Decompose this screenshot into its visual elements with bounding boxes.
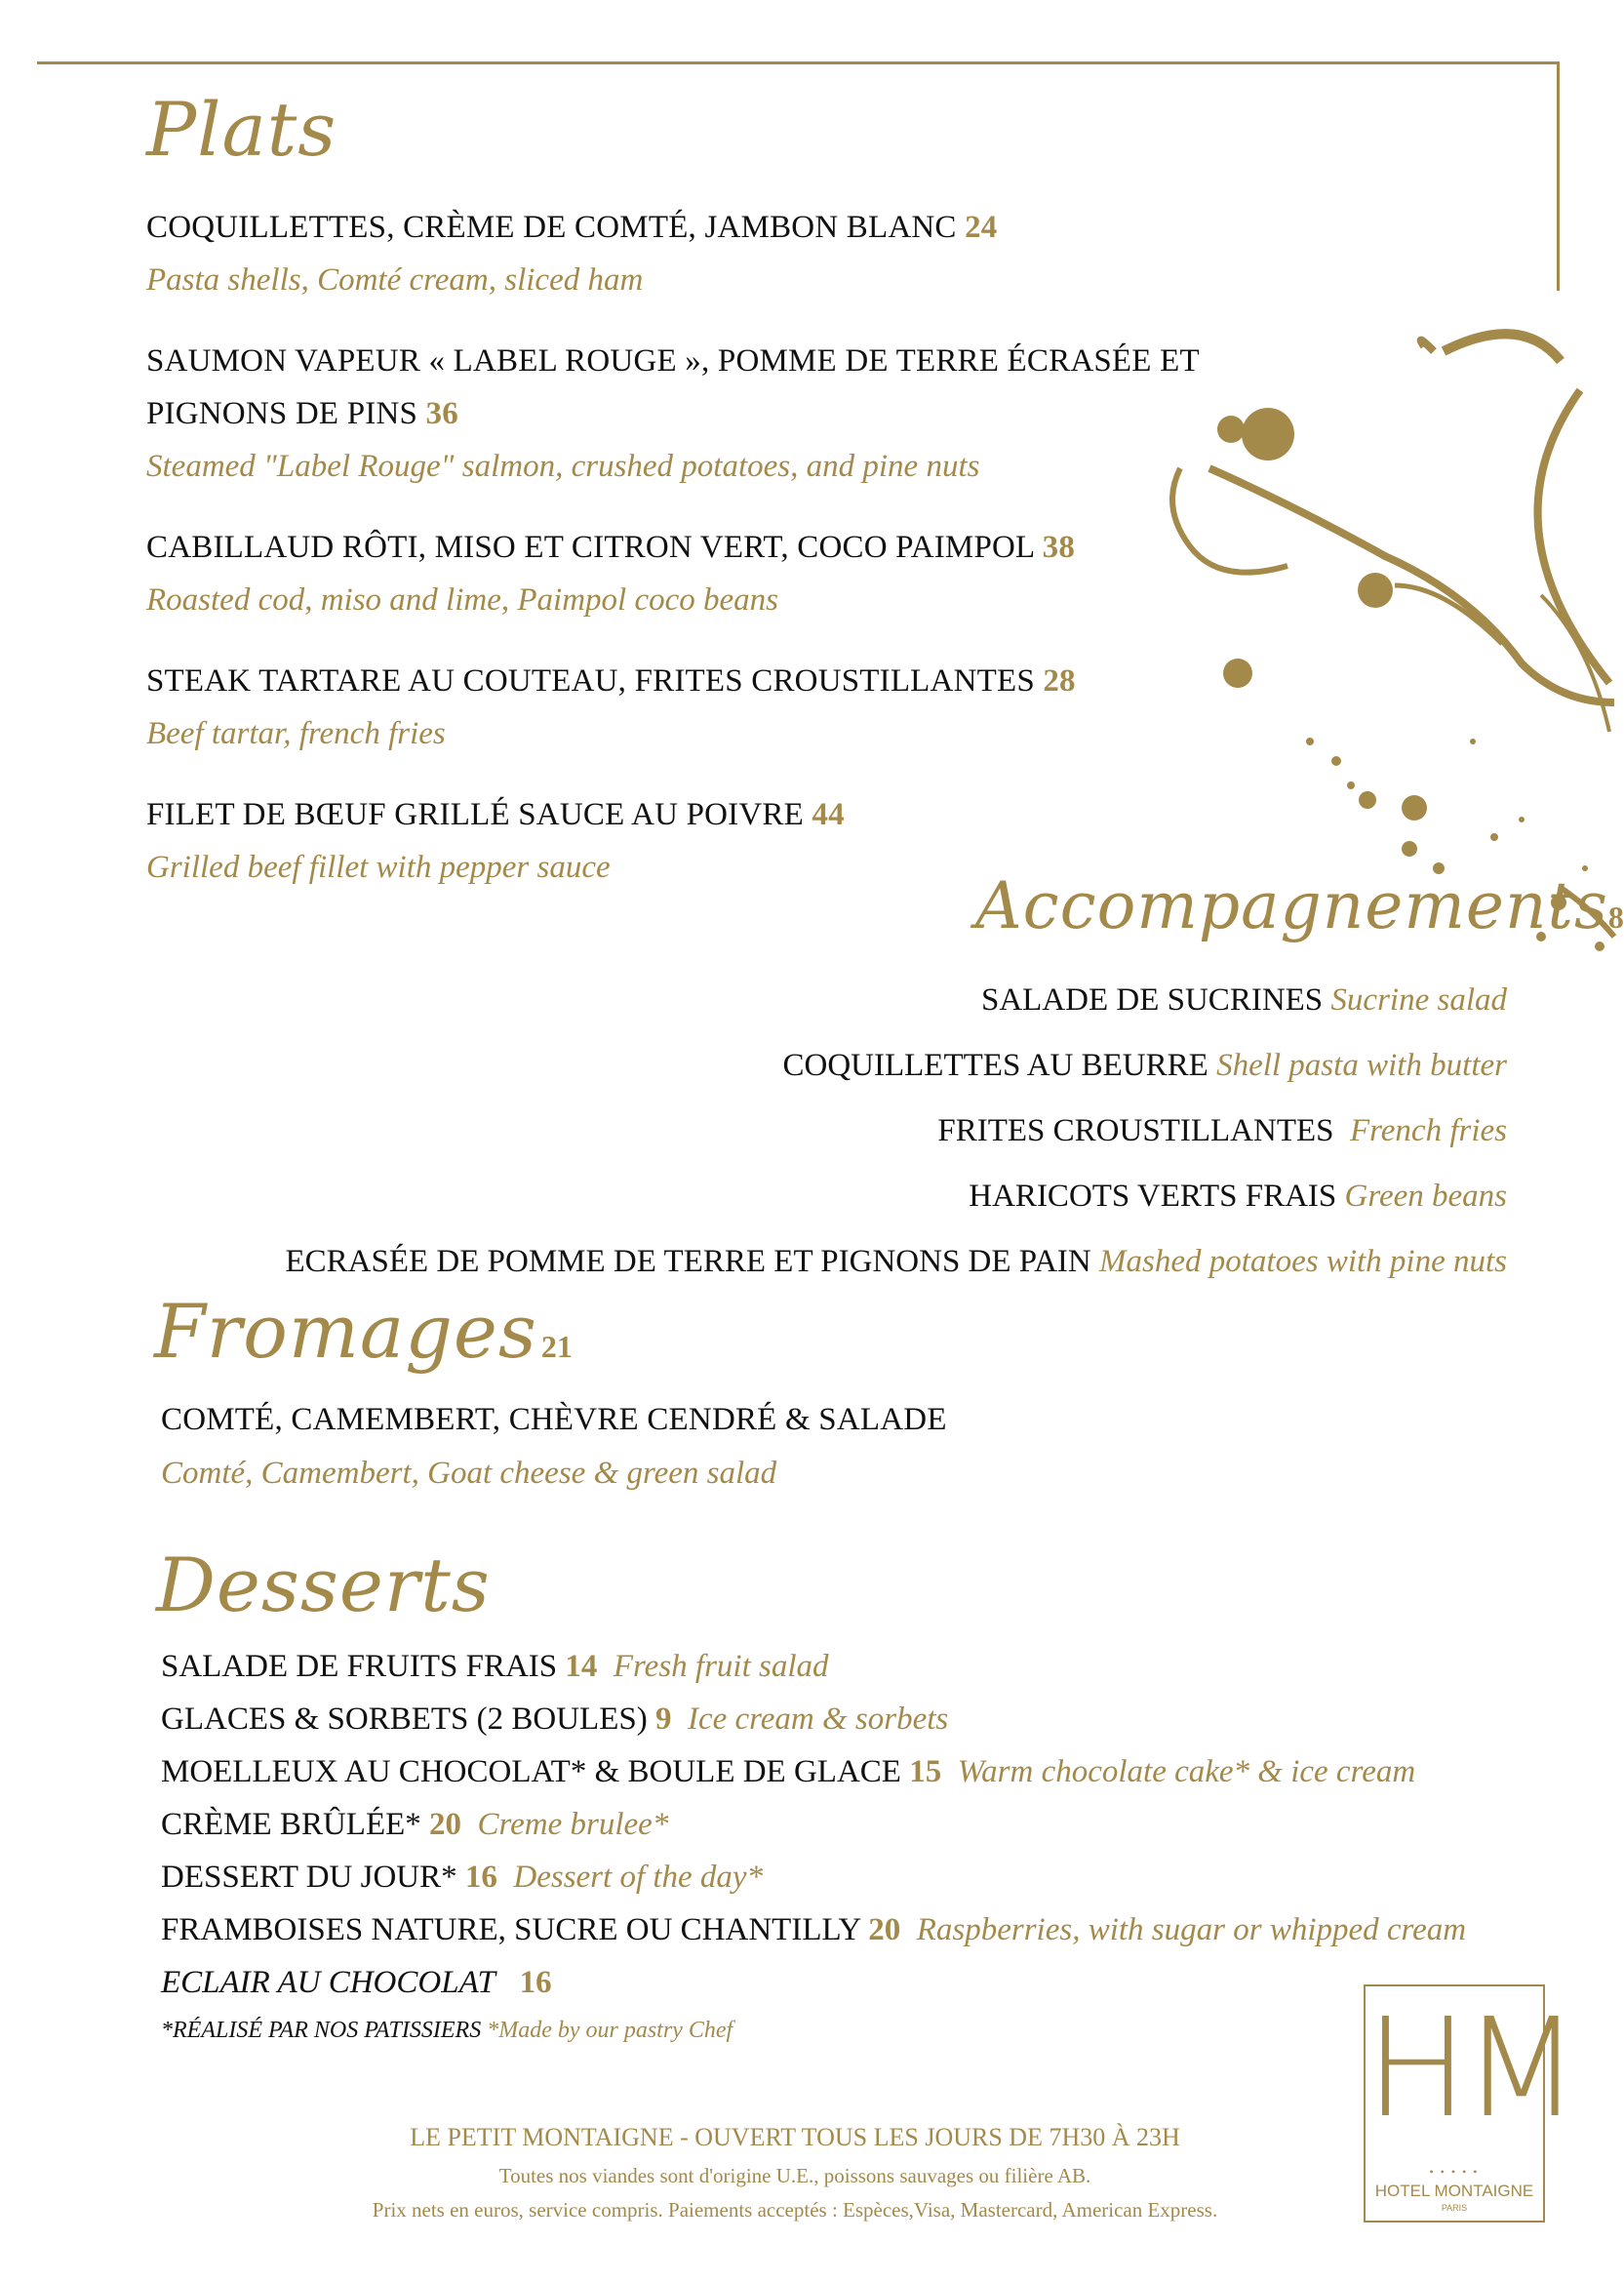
plat-1-en: Pasta shells, Comté cream, sliced ham: [146, 262, 644, 298]
plat-2-fr-line2: PIGNONS DE PINS 36: [146, 396, 458, 431]
plat-4-en: Beef tartar, french fries: [146, 716, 446, 751]
accomp-1: SALADE DE SUCRINES Sucrine salad: [980, 982, 1507, 1018]
logo-monogram: HM: [1366, 1989, 1575, 2148]
plat-2-en: Steamed "Label Rouge" salmon, crushed potatoes, and pine nuts: [146, 449, 980, 484]
logo-name: HOTEL MONTAIGNE: [1374, 2182, 1534, 2200]
section-title-plats: Plats: [146, 86, 337, 173]
section-title-accompagnements: Accompagnements8: [975, 868, 1624, 943]
dessert-4: CRÈME BRÛLÉE* 20 Creme brulee*: [161, 1807, 669, 1842]
dessert-1: SALADE DE FRUITS FRAIS 14 Fresh fruit salad: [161, 1649, 829, 1684]
logo-city: PARIS: [1441, 2203, 1468, 2213]
accomp-5: ECRASÉE DE POMME DE TERRE ET PIGNONS DE PAIN Mashed potatoes with pine nuts: [285, 1244, 1507, 1279]
logo-stars: • • • • •: [1429, 2165, 1480, 2179]
footer-line3: Prix nets en euros, service compris. Paiements acceptés : Espèces,Visa, Mastercard, American Express.: [372, 2198, 1218, 2222]
plat-5-fr: FILET DE BŒUF GRILLÉ SAUCE AU POIVRE 44: [146, 797, 845, 832]
plat-1-fr: COQUILLETTES, CRÈME DE COMTÉ, JAMBON BLANC 24: [146, 210, 998, 245]
frame-top-line: [37, 61, 1559, 64]
accomp-4: HARICOTS VERTS FRAIS Green beans: [969, 1179, 1507, 1214]
accomp-3: FRITES CROUSTILLANTES French fries: [937, 1113, 1507, 1148]
fromages-fr: COMTÉ, CAMEMBERT, CHÈVRE CENDRÉ & SALADE: [161, 1402, 947, 1437]
plat-2-fr-line1: SAUMON VAPEUR « LABEL ROUGE », POMME DE TERRE ÉCRASÉE ET: [146, 343, 1200, 379]
section-title-fromages: Fromages 21: [154, 1288, 573, 1375]
plat-3-en: Roasted cod, miso and lime, Paimpol coco beans: [146, 582, 778, 618]
plat-5-en: Grilled beef fillet with pepper sauce: [146, 850, 611, 885]
plat-3-fr: CABILLAUD RÔTI, MISO ET CITRON VERT, COCO PAIMPOL 38: [146, 530, 1076, 565]
desserts-note: *RÉALISÉ PAR NOS PATISSIERS *Made by our pastry Chef: [161, 2018, 733, 2043]
dessert-3: MOELLEUX AU CHOCOLAT* & BOULE DE GLACE 15 Warm chocolate cake* & ice cream: [161, 1754, 1416, 1789]
plat-4-fr: STEAK TARTARE AU COUTEAU, FRITES CROUSTILLANTES 28: [146, 663, 1076, 699]
hotel-montaigne-logo: [1364, 1984, 1575, 2223]
footer-line2: Toutes nos viandes sont d'origine U.E., poissons sauvages ou filière AB.: [498, 2164, 1091, 2187]
accomp-2: COQUILLETTES AU BEURRE Shell pasta with butter: [782, 1048, 1507, 1083]
dessert-2: GLACES & SORBETS (2 BOULES) 9 Ice cream & sorbets: [161, 1702, 949, 1737]
dessert-7: ECLAIR AU CHOCOLAT 16: [161, 1965, 552, 2000]
dessert-6: FRAMBOISES NATURE, SUCRE OU CHANTILLY 20 Raspberries, with sugar or whipped cream: [161, 1912, 1467, 1947]
frame-right-line: [1557, 61, 1560, 291]
dessert-5: DESSERT DU JOUR* 16 Dessert of the day*: [161, 1860, 764, 1895]
fromages-en: Comté, Camembert, Goat cheese & green salad: [161, 1456, 777, 1491]
section-title-desserts: Desserts: [156, 1542, 491, 1628]
footer-line1: LE PETIT MONTAIGNE - OUVERT TOUS LES JOURS DE 7H30 À 23H: [410, 2123, 1180, 2151]
